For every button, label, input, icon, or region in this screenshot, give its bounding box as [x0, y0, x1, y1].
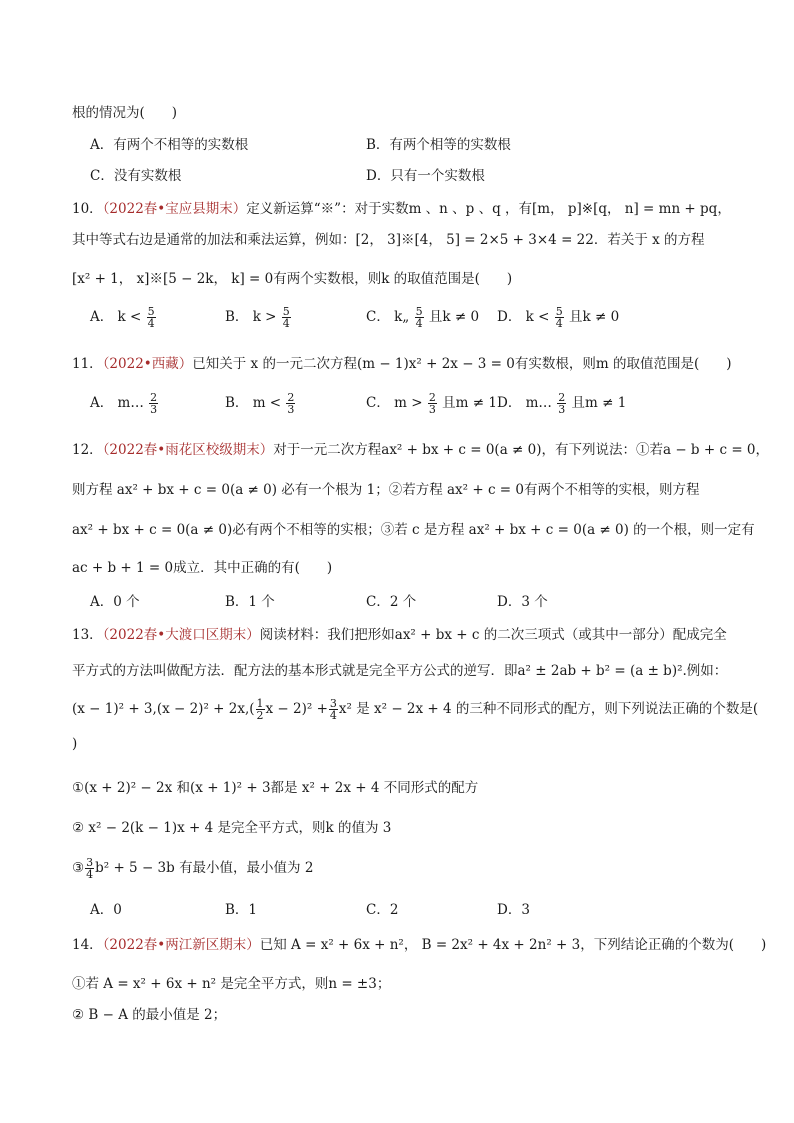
q12-source: （2022春•雨花区校级期末）	[102, 442, 274, 458]
q12-option-a[interactable]: A．0 个	[90, 594, 140, 610]
q13-source: （2022春•大渡口区期末）	[102, 627, 260, 643]
fraction: $\frac{3}{4}$	[86, 856, 94, 881]
q13-option-a[interactable]: A．0	[90, 902, 122, 918]
fraction: $\frac{5}{4}$	[282, 305, 290, 330]
q13-stem-line3: (x − 1)² + 3,(x − 2)² + 2x,( $\frac{1}{2}$ x − 2)² + $\frac{3}{4}$ x² 是 x² − 2x + 4 的三种不同形式的配方，则下列说法正确的个数是(	[72, 697, 759, 722]
q13-stem-line1	[72, 623, 727, 643]
q12-stem-line2: 则方程 ax² + bx + c = 0(a ≠ 0) 必有一个根为 1；②若方程 ax² + c = 0有两个不相等的实根，则方程	[72, 482, 700, 498]
q12-number: 12．	[72, 442, 103, 458]
q13-option-c[interactable]: C．2	[366, 902, 399, 918]
q10-text: 定义新运算“※”：对于实数m 、n 、p 、q ，有[m， p]※[q， n] = mn + pq，	[246, 201, 731, 217]
q14-stem-line1	[72, 933, 766, 953]
q9-stem-tail: 根的情况为( )	[72, 105, 178, 121]
q14-text: 已知 A = x² + 6x + n²， B = 2x² + 4x + 2n² + 3，下列结论正确的个数为( )	[259, 937, 767, 953]
q11-number: 11．	[72, 356, 103, 372]
fraction: $\frac{2}{3}$	[558, 391, 566, 416]
q12-option-b[interactable]: B．1 个	[225, 594, 275, 610]
q10-stem-line3: [x² + 1， x]※[5 − 2k， k] = 0有两个实数根，则k 的取值范围是( )	[72, 271, 513, 287]
q11-option-d[interactable]: D． m… $\frac{2}{3}$ 且m ≠ 1	[497, 391, 627, 416]
q14-statement-2: ② B − A 的最小值是 2；	[72, 1007, 227, 1023]
q10-source: （2022春•宝应县期末）	[102, 201, 247, 217]
q11-text: 已知关于 x 的一元二次方程(m − 1)x² + 2x − 3 = 0有实数根，则m 的取值范围是( )	[192, 356, 732, 372]
q9-option-b[interactable]: B．有两个相等的实数根	[366, 137, 511, 153]
q13-statement-2: ② x² − 2(k − 1)x + 4 是完全平方式，则k 的值为 3	[72, 820, 392, 836]
fraction: $\frac{2}{3}$	[428, 391, 436, 416]
fraction: $\frac{2}{3}$	[150, 391, 158, 416]
fraction: $\frac{2}{3}$	[287, 391, 295, 416]
q10-option-c[interactable]: C． k„ $\frac{5}{4}$ 且k ≠ 0	[366, 305, 480, 330]
fraction: $\frac{1}{2}$	[256, 697, 264, 722]
q12-text: 对于一元二次方程ax² + bx + c = 0(a ≠ 0)，有下列说法：①若a − b + c = 0，	[273, 442, 770, 458]
q13-option-b[interactable]: B．1	[225, 902, 258, 918]
q13-stem-line4: )	[72, 736, 78, 752]
q11-source: （2022•西藏）	[102, 356, 193, 372]
q12-stem-line1	[72, 438, 769, 458]
q13-text: 阅读材料：我们把形如ax² + bx + c 的二次三项式（或其中一部分）配成完全	[259, 627, 727, 643]
fraction: $\frac{5}{4}$	[555, 305, 563, 330]
fraction: $\frac{5}{4}$	[415, 305, 423, 330]
q11-stem-line1	[72, 352, 732, 372]
q11-option-a[interactable]: A． m… $\frac{2}{3}$	[90, 391, 158, 416]
q12-stem-line3: ax² + bx + c = 0(a ≠ 0)必有两个不相等的实根；③若 c 是方程 ax² + bx + c = 0(a ≠ 0) 的一个根，则一定有	[72, 522, 755, 538]
q14-number: 14．	[72, 937, 103, 953]
q13-stem-line2: 平方式的方法叫做配方法．配方法的基本形式就是完全平方公式的逆写．即a² ± 2ab + b² = (a ± b)².例如：	[72, 663, 728, 679]
q13-statement-1: ①(x + 2)² − 2x 和(x + 1)² + 3都是 x² + 2x + 4 不同形式的配方	[72, 780, 479, 796]
q12-stem-line4: ac + b + 1 = 0成立．其中正确的有( )	[72, 560, 333, 576]
fraction: $\frac{5}{4}$	[147, 305, 155, 330]
q13-option-d[interactable]: D．3	[497, 902, 530, 918]
q10-option-b[interactable]: B． k > $\frac{5}{4}$	[225, 305, 290, 330]
q9-option-c[interactable]: C．没有实数根	[90, 168, 182, 184]
q11-option-b[interactable]: B． m < $\frac{2}{3}$	[225, 391, 295, 416]
q10-stem-line1	[72, 197, 731, 217]
q9-option-a[interactable]: A．有两个不相等的实数根	[90, 137, 249, 153]
q9-option-d[interactable]: D．只有一个实数根	[366, 168, 485, 184]
q14-source: （2022春•两江新区期末）	[102, 937, 260, 953]
q12-option-c[interactable]: C．2 个	[366, 594, 417, 610]
q10-stem-line2: 其中等式右边是通常的加法和乘法运算，例如：[2， 3]※[4， 5] = 2×5 + 3×4 = 22．若关于 x 的方程	[72, 232, 705, 248]
q14-statement-1: ①若 A = x² + 6x + n² 是完全平方式，则n = ±3；	[72, 976, 391, 992]
q10-option-d[interactable]: D． k < $\frac{5}{4}$ 且k ≠ 0	[497, 305, 620, 330]
q13-number: 13．	[72, 627, 103, 643]
q12-option-d[interactable]: D．3 个	[497, 594, 548, 610]
q11-option-c[interactable]: C． m > $\frac{2}{3}$ 且m ≠ 1	[366, 391, 497, 416]
q10-option-a[interactable]: A． k < $\frac{5}{4}$	[90, 305, 155, 330]
q10-number: 10．	[72, 201, 103, 217]
q13-statement-3: ③ $\frac{3}{4}$ b² + 5 − 3b 有最小值，最小值为 2	[72, 856, 314, 881]
fraction: $\frac{3}{4}$	[329, 697, 337, 722]
